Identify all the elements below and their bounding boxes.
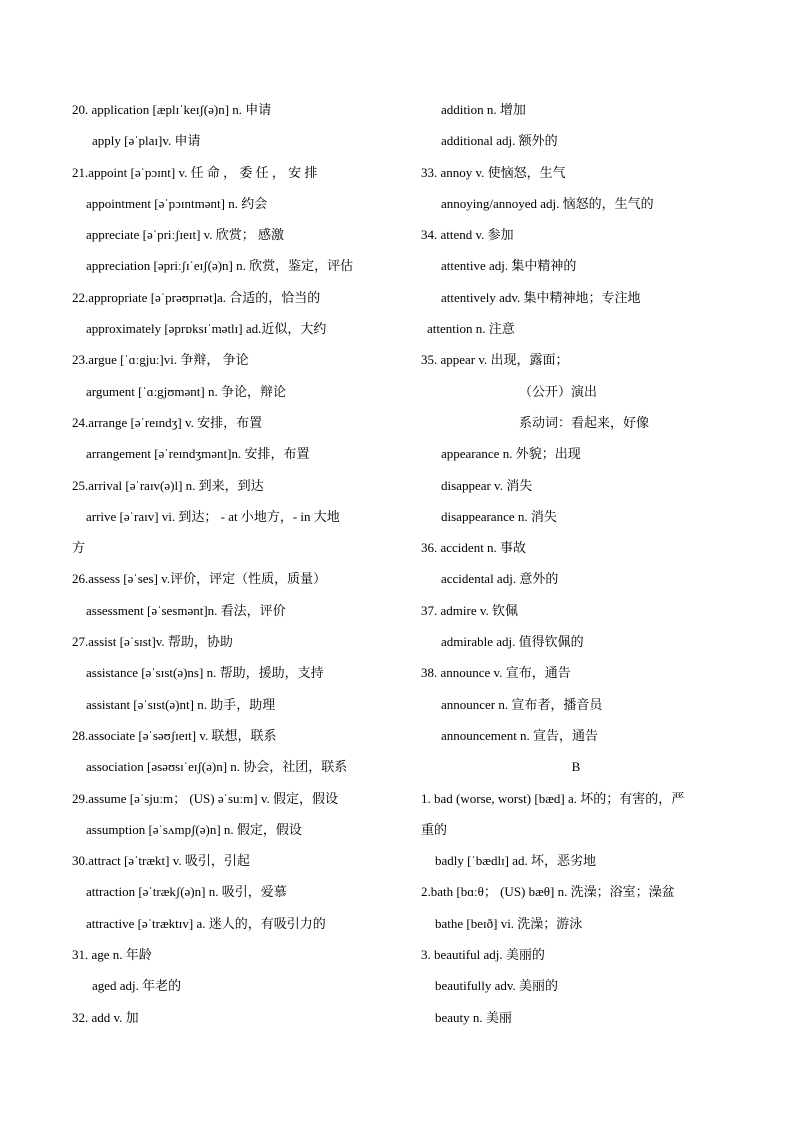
vocab-line: attractive [əˈtræktɪv] a. 迷人的，有吸引力的 [86, 915, 326, 931]
vocab-line: 1. bad (worse, worst) [bæd] a. 坏的；有害的，严 [421, 790, 685, 806]
vocab-line: accidental adj. 意外的 [441, 571, 559, 587]
vocab-line: appearance n. 外貌；出现 [441, 446, 581, 462]
vocab-line: 33. annoy v. 使恼怒，生气 [421, 164, 566, 180]
left-column [72, 99, 382, 1038]
vocab-line: bathe [beɪð] vi. 洗澡；游泳 [435, 915, 583, 931]
vocab-line: assumption [əˈsʌmpʃ(ə)n] n. 假定，假设 [86, 821, 302, 837]
vocab-line: assessment [əˈsesmənt]n. 看法，评价 [86, 602, 286, 618]
vocab-line: beautifully adv. 美丽的 [435, 978, 558, 994]
vocab-line: 重的 [421, 821, 448, 837]
vocab-line: 方 [72, 540, 86, 556]
vocab-line: apply [əˈplaɪ]v. 申请 [92, 133, 201, 149]
vocab-line: 37. admire v. 钦佩 [421, 602, 518, 618]
vocab-line: 21.appoint [əˈpɔɪnt] v. 任 命 ， 委 任 ， 安 排 [72, 164, 318, 180]
vocab-line: 34. attend v. 参加 [421, 227, 514, 243]
vocab-line: appointment [əˈpɔɪntmənt] n. 约会 [86, 195, 268, 211]
vocab-line: 30.attract [əˈtrækt] v. 吸引，引起 [72, 853, 250, 869]
vocab-line: 24.arrange [əˈreɪndʒ] v. 安排，布置 [72, 414, 263, 430]
vocab-line: 22.appropriate [əˈprəʊprɪət]a. 合适的，恰当的 [72, 289, 321, 305]
vocab-line: assistant [əˈsɪst(ə)nt] n. 助手，助理 [86, 696, 276, 712]
vocab-line: 35. appear v. 出现，露面； [421, 352, 569, 368]
vocab-line: announcement n. 宣告，通告 [441, 727, 599, 743]
vocab-line: 27.assist [əˈsɪst]v. 帮助，协助 [72, 634, 233, 650]
vocab-line: 36. accident n. 事故 [421, 540, 527, 556]
vocab-line: attentive adj. 集中精神的 [441, 258, 577, 274]
vocab-line: admirable adj. 值得钦佩的 [441, 634, 584, 650]
vocab-line: beauty n. 美丽 [435, 1009, 512, 1025]
vocab-line: 系动词：看起来，好像 [519, 414, 650, 430]
vocab-line: addition n. 增加 [441, 102, 526, 117]
vocab-line: additional adj. 额外的 [441, 133, 558, 149]
vocab-line: 26.assess [əˈses] v.评价，评定（性质，质量） [72, 571, 327, 587]
vocab-line: appreciation [əpriːʃɪˈeɪʃ(ə)n] n. 欣赏，鉴定，评估 [86, 258, 354, 274]
vocab-line: 23.argue [ˈɑːgjuː]vi. 争辩， 争论 [72, 352, 249, 368]
vocab-line: announcer n. 宣布者，播音员 [441, 696, 603, 712]
vocab-line: B [571, 759, 581, 775]
vocab-line: badly [ˈbædlɪ] ad. 坏，恶劣地 [435, 853, 597, 869]
right-column [421, 99, 731, 1038]
vocab-line: 29.assume [əˈsjuːm； (US) əˈsuːm] v. 假定，假设 [72, 790, 338, 806]
vocab-line: 3. beautiful adj. 美丽的 [421, 947, 545, 963]
vocab-line: assistance [əˈsɪst(ə)ns] n. 帮助，援助，支持 [86, 665, 324, 681]
vocab-line: approximately [əprɒksɪˈmətlɪ] ad.近似，大约 [86, 321, 327, 337]
vocab-line: attention n. 注意 [427, 321, 515, 337]
vocab-line: 25.arrival [əˈraɪv(ə)l] n. 到来，到达 [72, 477, 264, 493]
vocab-line: 31. age n. 年龄 [72, 947, 152, 963]
vocab-line: argument [ˈɑːgjʊmənt] n. 争论，辩论 [86, 383, 286, 399]
vocab-line: aged adj. 年老的 [92, 978, 182, 994]
vocab-line: arrangement [əˈreɪndʒmənt]n. 安排，布置 [86, 446, 310, 462]
vocab-line: disappearance n. 消失 [441, 508, 557, 524]
vocab-line: 2.bath [bɑːθ； (US) bæθ] n. 洗澡；浴室；澡盆 [421, 884, 675, 900]
vocab-line: 32. add v. 加 [72, 1009, 139, 1025]
vocab-line: 38. announce v. 宣布，通告 [421, 665, 571, 681]
vocab-line: disappear v. 消失 [441, 477, 533, 493]
vocab-line: appreciate [əˈpriːʃɪeɪt] v. 欣赏； 感激 [86, 227, 285, 243]
vocab-line: annoying/annoyed adj. 恼怒的，生气的 [441, 195, 654, 211]
vocab-line: 28.associate [əˈsəʊʃɪeɪt] v. 联想，联系 [72, 727, 277, 743]
vocab-line: （公开）演出 [519, 383, 598, 399]
vocab-line: 20. application [æplɪˈkeɪʃ(ə)n] n. 申请 [72, 102, 272, 117]
vocab-line: arrive [əˈraɪv] vi. 到达； - at 小地方，- in 大地 [86, 508, 340, 524]
vocab-line: attraction [əˈtrækʃ(ə)n] n. 吸引，爱慕 [86, 884, 287, 900]
vocab-line: attentively adv. 集中精神地；专注地 [441, 289, 641, 305]
vocab-line: association [əsəʊsɪˈeɪʃ(ə)n] n. 协会，社团，联系 [86, 759, 348, 775]
